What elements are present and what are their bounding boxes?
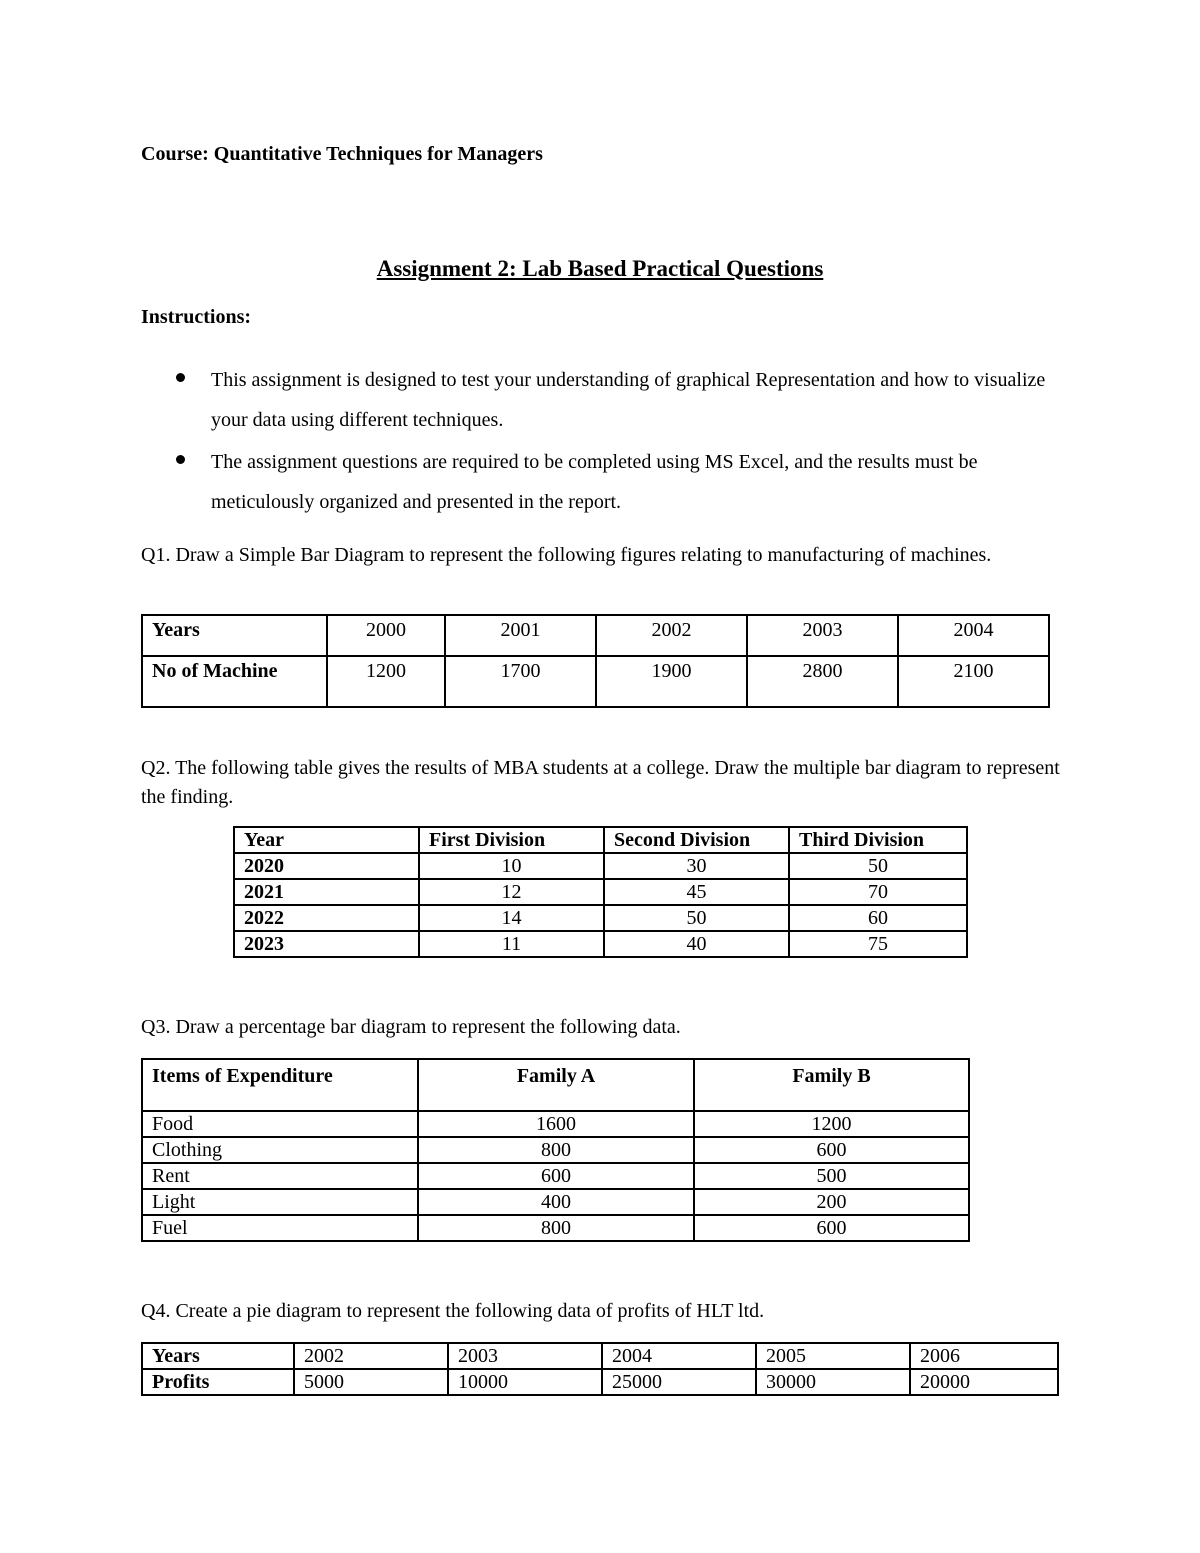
table-cell: 2001	[445, 615, 596, 656]
table-header: Year	[234, 827, 419, 853]
table-cell: 14	[419, 905, 604, 931]
table-cell: 75	[789, 931, 967, 957]
instruction-text: The assignment questions are required to be completed using MS Excel, and the results must be meticulously organized and presented in the report.	[211, 451, 978, 513]
table-row	[142, 1215, 969, 1241]
table-cell: 2022	[234, 905, 419, 931]
table-cell: 10	[419, 853, 604, 879]
q1-table	[141, 614, 1050, 708]
table-header: Family A	[418, 1059, 694, 1111]
table-cell: 50	[604, 905, 789, 931]
table-cell: Profits	[142, 1369, 294, 1395]
question-3-text: Q3. Draw a percentage bar diagram to represent the following data.	[141, 1016, 681, 1038]
instruction-text: This assignment is designed to test your understanding of graphical Representation and how to visualize your data using different techniques.	[211, 369, 1046, 431]
table-cell: 2003	[747, 615, 898, 656]
table-cell: Years	[142, 615, 327, 656]
table-cell: 11	[419, 931, 604, 957]
table-cell: 12	[419, 879, 604, 905]
table-cell: 2023	[234, 931, 419, 957]
table-cell: No of Machine	[142, 656, 327, 707]
table-cell: 25000	[602, 1369, 756, 1395]
table-cell: 600	[694, 1137, 969, 1163]
table-cell: 2006	[910, 1343, 1058, 1369]
table-row	[142, 615, 1049, 656]
table-row	[142, 1111, 969, 1137]
table-cell: 2004	[898, 615, 1049, 656]
question-1-text: Q1. Draw a Simple Bar Diagram to represent the following figures relating to manufacturing of machines.	[141, 544, 992, 566]
course-title: Course: Quantitative Techniques for Managers	[141, 143, 543, 165]
table-cell: 600	[694, 1215, 969, 1241]
table-cell: 20000	[910, 1369, 1058, 1395]
table-cell: 2005	[756, 1343, 910, 1369]
instructions-list	[176, 360, 1066, 524]
table-header: Second Division	[604, 827, 789, 853]
table-cell: 600	[418, 1163, 694, 1189]
table-cell: 60	[789, 905, 967, 931]
table-cell: 10000	[448, 1369, 602, 1395]
table-cell: 800	[418, 1137, 694, 1163]
table-cell: 2000	[327, 615, 445, 656]
table-cell: 30000	[756, 1369, 910, 1395]
table-cell: 2002	[294, 1343, 448, 1369]
table-cell: 400	[418, 1189, 694, 1215]
table-cell: 1600	[418, 1111, 694, 1137]
table-row	[142, 656, 1049, 707]
table-row	[234, 853, 967, 879]
table-cell: 2021	[234, 879, 419, 905]
table-cell: Food	[142, 1111, 418, 1137]
table-header: Family B	[694, 1059, 969, 1111]
table-cell: Clothing	[142, 1137, 418, 1163]
table-header: Third Division	[789, 827, 967, 853]
q2-table	[233, 826, 968, 958]
table-cell: 1200	[694, 1111, 969, 1137]
table-cell: 2800	[747, 656, 898, 707]
table-row	[234, 827, 967, 853]
table-cell: 2020	[234, 853, 419, 879]
table-header: First Division	[419, 827, 604, 853]
assignment-title: Assignment 2: Lab Based Practical Questions	[376, 256, 824, 281]
instruction-item	[176, 442, 1066, 522]
question-2-text: Q2. The following table gives the results of MBA students at a college. Draw the multiple bar diagram to represent the finding.	[141, 757, 1060, 808]
q4-table	[141, 1342, 1059, 1396]
table-cell: Fuel	[142, 1215, 418, 1241]
instruction-item	[176, 360, 1066, 440]
table-cell: 500	[694, 1163, 969, 1189]
table-cell: 2003	[448, 1343, 602, 1369]
table-row	[234, 879, 967, 905]
table-row	[234, 905, 967, 931]
bullet-icon	[176, 373, 185, 382]
table-cell: Rent	[142, 1163, 418, 1189]
table-cell: 1900	[596, 656, 747, 707]
instructions-heading: Instructions:	[141, 306, 252, 328]
table-row	[142, 1059, 969, 1111]
table-cell: 200	[694, 1189, 969, 1215]
table-cell: 30	[604, 853, 789, 879]
question-4-text: Q4. Create a pie diagram to represent the following data of profits of HLT ltd.	[141, 1300, 765, 1322]
table-cell: 45	[604, 879, 789, 905]
q3-table	[141, 1058, 970, 1242]
table-cell: 2004	[602, 1343, 756, 1369]
table-cell: 50	[789, 853, 967, 879]
table-header: Items of Expenditure	[142, 1059, 418, 1111]
table-cell: Light	[142, 1189, 418, 1215]
table-cell: 2002	[596, 615, 747, 656]
table-cell: 1200	[327, 656, 445, 707]
table-cell: 40	[604, 931, 789, 957]
table-cell: 5000	[294, 1369, 448, 1395]
table-cell: 800	[418, 1215, 694, 1241]
table-row	[142, 1137, 969, 1163]
table-cell: 70	[789, 879, 967, 905]
table-row	[142, 1369, 1058, 1395]
table-cell: 2100	[898, 656, 1049, 707]
table-row	[234, 931, 967, 957]
table-row	[142, 1189, 969, 1215]
table-row	[142, 1343, 1058, 1369]
table-row	[142, 1163, 969, 1189]
table-cell: 1700	[445, 656, 596, 707]
table-cell: Years	[142, 1343, 294, 1369]
bullet-icon	[176, 455, 185, 464]
